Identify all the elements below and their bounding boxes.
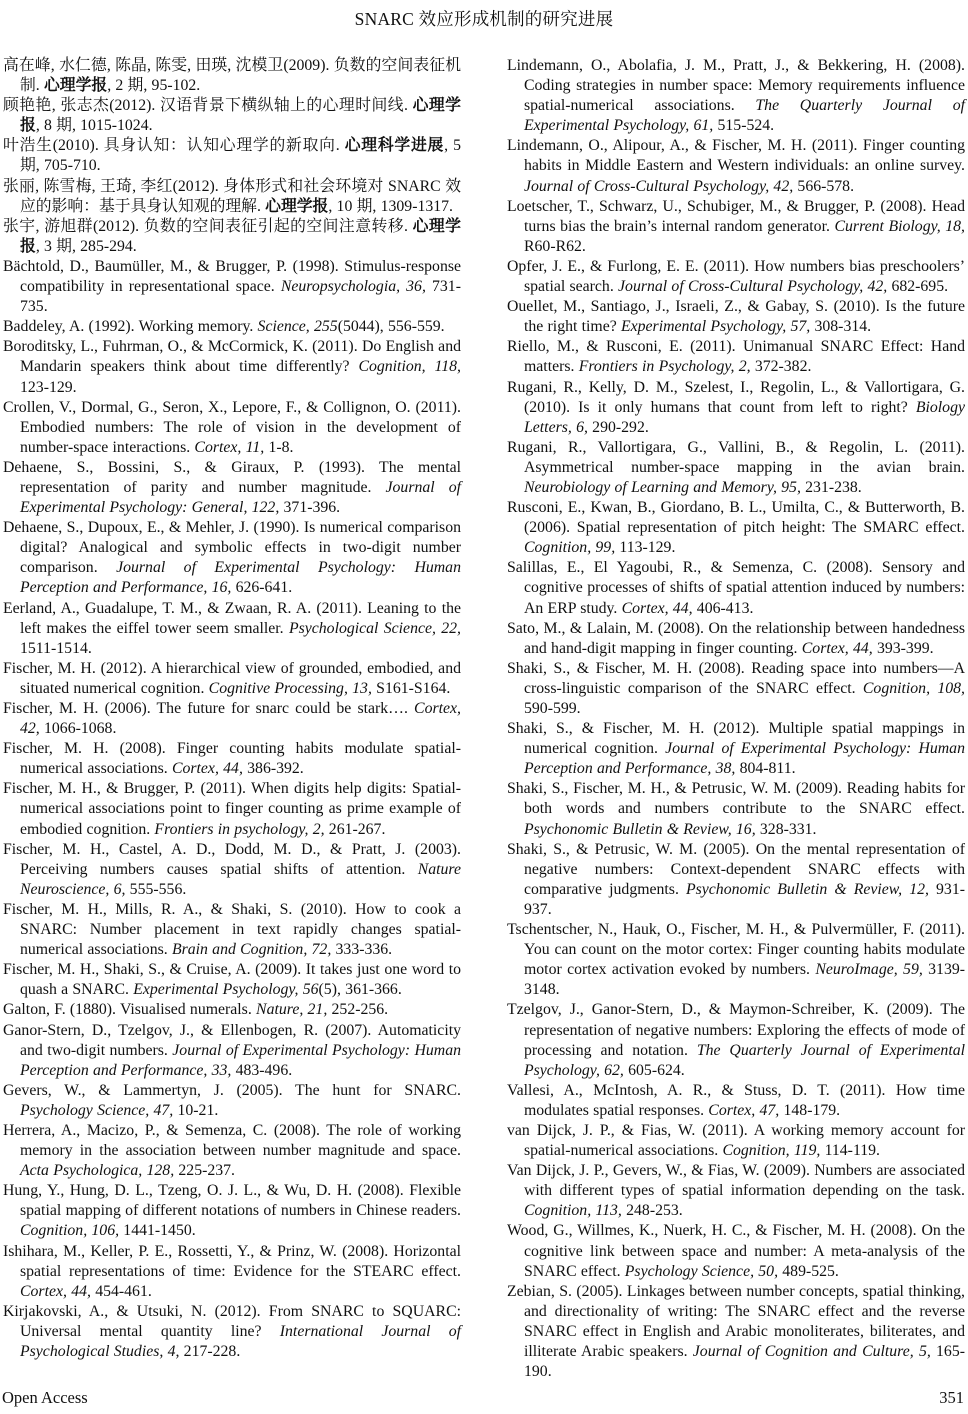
journal-name: Cognition, 99, xyxy=(524,539,616,557)
journal-name: Cognitive Processing, 13, xyxy=(208,679,372,697)
reference-entry xyxy=(3,1121,461,1181)
reference-text: Fischer, M. H., Castel, A. D., Dodd, M. D., & Pratt, J. (2003). Perceiving numbers causes spatial shifts of attention. xyxy=(3,840,461,878)
reference-entry xyxy=(507,1161,965,1221)
reference-text: Ishihara, M., Keller, P. E., Rossetti, Y., & Prinz, W. (2008). Horizontal spatial representations of time: Evidence for the STEARC effect. xyxy=(3,1242,461,1280)
reference-text: Hung, Y., Hung, D. L., Tzeng, O. J. L., & Wu, D. H. (2008). Flexible spatial mapping of different notations of numbers in Chinese readers. xyxy=(3,1182,461,1220)
reference-text: 566-578. xyxy=(793,177,855,195)
reference-entry xyxy=(3,398,461,458)
reference-entry xyxy=(507,1000,965,1080)
reference-entry xyxy=(507,779,965,839)
reference-text: Kirjakovski, A., & Utsuki, N. (2012). From SNARC to SQUARC: Universal mental quantity line? xyxy=(3,1302,461,1340)
reference-text: 372-382. xyxy=(750,358,812,376)
reference-text: Shaki, S., & Fischer, M. H. (2012). Multiple spatial mappings in numerical cognition. xyxy=(507,720,965,758)
reference-entry xyxy=(507,297,965,337)
reference-entry xyxy=(3,739,461,779)
reference-text: Dehaene, S., Bossini, S., & Giraux, P. (1993). The mental representation of parity and number magnitude. xyxy=(3,458,461,496)
reference-text: Shaki, S., Fischer, M. H., & Petrusic, W. M. (2009). Reading habits for both words and numbers contribute to the SNARC effect. xyxy=(507,780,965,818)
journal-name: Journal of Experimental Psychology: Human Perception and Performance, 33, xyxy=(20,1041,461,1079)
reference-entry xyxy=(507,257,965,297)
reference-text: (5044), 556-559. xyxy=(337,318,445,336)
journal-name: 心理学报 xyxy=(20,97,461,135)
journal-name: Neuropsychologia, 36, xyxy=(280,278,426,296)
journal-name: Psychology Science, 47, xyxy=(20,1101,174,1119)
journal-name: 心理科学进展 xyxy=(344,137,445,155)
reference-text: 225-237. xyxy=(174,1162,236,1180)
reference-text: Opfer, J. E., & Furlong, E. E. (2011). How numbers bias preschoolers’ spatial search. xyxy=(507,257,965,296)
reference-text: 804-811. xyxy=(735,760,796,778)
reference-entry xyxy=(3,317,461,337)
open-access-label: Open Access xyxy=(2,1388,88,1407)
reference-text: 高在峰, 水仁德, 陈晶, 陈雯, 田瑛, 沈模卫(2009). 负数的空间表征机制. xyxy=(3,57,461,95)
reference-entry xyxy=(3,1021,461,1081)
reference-entry xyxy=(507,659,965,719)
reference-text: 328-331. xyxy=(755,820,817,838)
reference-text: Bächtold, D., Baumüller, M., & Brugger, P. (1998). Stimulus-response compatibility in representational space. xyxy=(3,257,461,296)
reference-text: 3139-3148. xyxy=(524,961,966,999)
journal-name: Cognition, 118, xyxy=(358,358,461,376)
reference-text: 290-292. xyxy=(587,418,649,436)
reference-text: 113-129. xyxy=(615,539,676,557)
reference-text: Boroditsky, L., Fuhrman, O., & McCormick, K. (2011). Do English and Mandarin speakers think about time differently? xyxy=(3,338,461,376)
reference-text: 顾艳艳, 张志杰(2012). 汉语背景下横纵轴上的心理时间线. xyxy=(3,97,413,115)
reference-text: Gevers, W., & Lammertyn, J. (2005). The hunt for SNARC. xyxy=(3,1081,461,1099)
reference-text: Fischer, M. H., Shaki, S., & Cruise, A. (2009). It takes just one word to quash a SNARC. xyxy=(3,961,461,999)
reference-entry xyxy=(3,96,461,136)
reference-entry xyxy=(3,1242,461,1302)
page-title: SNARC 效应形成机制的研究进展 xyxy=(354,9,614,29)
reference-text: 张宇, 游旭群(2012). 负数的空间表征引起的空间注意转移. xyxy=(3,217,413,235)
reference-text: Tschentscher, N., Hauk, O., Fischer, M. H., & Pulvermüller, F. (2011). You can count on the motor cortex: Finger counting habits modulate motor cortex activation evoked by numbers. xyxy=(507,921,965,979)
journal-name: NeuroImage, 59, xyxy=(815,961,923,979)
reference-text: 165-190. xyxy=(524,1343,965,1381)
reference-entry xyxy=(3,900,461,960)
references-column-left xyxy=(3,56,461,1382)
reference-text: Ganor-Stern, D., Tzelgov, J., & Ellenbogen, R. (2007). Automaticity and two-digit numbers. xyxy=(3,1021,461,1059)
reference-text: 123-129. xyxy=(20,378,77,396)
journal-name: Cortex, 47, xyxy=(708,1101,780,1119)
reference-entry xyxy=(3,337,461,397)
journal-name: Psychonomic Bulletin & Review, 12, xyxy=(685,880,929,898)
journal-name: Cortex, 44, xyxy=(171,760,243,778)
journal-name: Cognition, 119, xyxy=(722,1142,821,1160)
journal-name: Experimental Psychology, 56 xyxy=(133,981,319,999)
reference-text: 1511-1514. xyxy=(20,639,92,657)
reference-text: 626-641. xyxy=(231,579,293,597)
journal-name: Cortex, 44, xyxy=(20,1282,91,1300)
reference-text: 333-336. xyxy=(331,941,393,959)
reference-entry xyxy=(507,1081,965,1121)
journal-name: Cortex, 44, xyxy=(621,599,693,617)
journal-name: Journal of Cognition and Culture, 5, xyxy=(692,1343,931,1360)
journal-name: Cortex, 42, xyxy=(20,700,461,738)
reference-entry xyxy=(3,458,461,518)
reference-text: Van Dijck, J. P., Gevers, W., & Fias, W. (2009). Numbers are associated with different types of spatial information depending on the task. xyxy=(507,1162,965,1200)
journal-name: 心理学报 xyxy=(44,77,108,95)
reference-entry xyxy=(507,619,965,659)
reference-entry xyxy=(3,257,461,317)
reference-entry xyxy=(3,518,461,598)
references-column-right xyxy=(507,56,965,1382)
journal-name: Psychology Science, 50, xyxy=(624,1262,779,1280)
reference-text: 308-314. xyxy=(810,318,872,336)
reference-entry xyxy=(507,378,965,438)
journal-name: Journal of Experimental Psychology: Human Perception and Performance, 16, xyxy=(20,559,461,597)
reference-text: 148-179. xyxy=(779,1101,841,1119)
reference-entry xyxy=(3,840,461,900)
page-footer xyxy=(0,1388,968,1408)
reference-entry xyxy=(507,1282,965,1382)
reference-text: 605-624. xyxy=(623,1061,685,1079)
reference-text: Sato, M., & Lalain, M. (2008). On the relationship between handedness and hand-digit mapping in finger counting. xyxy=(507,619,965,657)
reference-text: Shaki, S., & Petrusic, W. M. (2005). On the mental representation of negative numbers: Context-dependent SNARC effects with comparative judgments. xyxy=(507,840,965,898)
journal-name: 心理学报 xyxy=(20,217,461,255)
reference-text: Lindemann, O., Alipour, A., & Fischer, M. H. (2011). Finger counting habits in Middle Eastern and Western individuals: an online survey. xyxy=(507,137,965,175)
journal-name: Cortex, 11, xyxy=(194,438,265,456)
reference-text: 1066-1068. xyxy=(39,720,117,738)
reference-text: 371-396. xyxy=(279,499,341,517)
journal-name: Biology Letters, 6, xyxy=(524,398,965,436)
reference-text: 931-937. xyxy=(524,880,965,918)
reference-entry xyxy=(507,197,965,257)
journal-name: Acta Psychologica, 128, xyxy=(20,1162,175,1180)
journal-name: Neurobiology of Learning and Memory, 95, xyxy=(524,478,801,496)
reference-text: 231-238. xyxy=(800,478,862,496)
journal-name: Cognition, 113, xyxy=(524,1202,622,1220)
references-section xyxy=(0,56,968,1382)
reference-text: 393-399. xyxy=(872,639,934,657)
reference-text: 217-228. xyxy=(179,1343,241,1360)
reference-text: , 3 期, 285-294. xyxy=(35,237,137,255)
reference-text: Fischer, M. H. (2008). Finger counting habits modulate spatial-numerical associations. xyxy=(3,740,461,778)
reference-text: Ouellet, M., Santiago, J., Israeli, Z., & Gabay, S. (2010). Is the future the right time? xyxy=(507,298,965,336)
reference-entry xyxy=(3,1302,461,1362)
reference-text: Galton, F. (1880). Visualised numerals. xyxy=(3,1001,257,1019)
reference-text: Fischer, M. H., Mills, R. A., & Shaki, S. (2010). How to cook a SNARC: Number placement in text rapidly changes spatial-numerical associations. xyxy=(3,900,461,959)
reference-text: 682-695. xyxy=(887,278,949,296)
reference-entry xyxy=(507,1121,965,1161)
reference-text: Zebian, S. (2005). Linkages between number concepts, spatial thinking, and directionality of writing: The SNARC effect and the reverse SNARC effect in English and Arabic monoliterates, biliterates, and illiterate Arabic speakers. xyxy=(507,1282,965,1360)
reference-text: (5), 361-366. xyxy=(318,981,402,999)
reference-text: Dehaene, S., Dupoux, E., & Mehler, J. (1990). Is numerical comparison digital? Analogical and symbolic effects in two-digit number comparison. xyxy=(3,519,461,577)
reference-text: 590-599. xyxy=(524,700,581,717)
reference-entry xyxy=(507,1221,965,1281)
reference-text: 555-556. xyxy=(125,880,187,898)
journal-name: Journal of Cross-Cultural Psychology, 42, xyxy=(524,177,794,195)
journal-name: Journal of Cross-Cultural Psychology, 42, xyxy=(618,278,888,296)
reference-text: , 8 期, 1015-1024. xyxy=(35,117,153,135)
journal-name: Cognition, 108, xyxy=(862,679,965,697)
journal-name: Current Biology, 18, xyxy=(834,217,966,235)
reference-text: 483-496. xyxy=(231,1061,293,1079)
reference-text: Salillas, E., El Yagoubi, R., & Semenza, C. (2008). Sensory and cognitive processes of shifts of spatial attention induced by numbers: An ERP study. xyxy=(507,559,965,617)
journal-name: Frontiers in psychology, 2, xyxy=(154,820,325,838)
reference-text: 454-461. xyxy=(90,1282,152,1300)
reference-entry xyxy=(507,337,965,377)
reference-text: 248-253. xyxy=(621,1202,683,1220)
reference-text: 386-392. xyxy=(242,760,304,778)
reference-text: Tzelgov, J., Ganor-Stern, D., & Maymon-Schreiber, K. (2009). The representation of negative numbers: Exploring the effects of mode of processing and notation. xyxy=(507,1001,965,1059)
reference-entry xyxy=(507,920,965,1000)
reference-entry xyxy=(507,438,965,498)
reference-entry xyxy=(507,56,965,136)
reference-text: 252-256. xyxy=(327,1001,389,1019)
reference-entry xyxy=(507,840,965,920)
journal-name: Nature Neuroscience, 6, xyxy=(20,860,461,898)
journal-name: The Quarterly Journal of Experimental Psychology, 62, xyxy=(524,1041,965,1079)
reference-text: S161-S164. xyxy=(371,679,451,697)
journal-name: 心理学报 xyxy=(265,197,329,215)
reference-text: , 2 期, 95-102. xyxy=(107,77,201,95)
reference-entry xyxy=(3,1000,461,1020)
reference-entry xyxy=(3,599,461,659)
reference-text: Rugani, R., Kelly, D. M., Szelest, I., Regolin, L., & Vallortigara, G. (2010). Is it only humans that count from left to right? xyxy=(507,378,965,416)
journal-name: Journal of Experimental Psychology: Human Perception and Performance, 38, xyxy=(524,740,965,778)
journal-name: Science, 255 xyxy=(257,318,338,336)
journal-name: Journal of Experimental Psychology: General, 122, xyxy=(20,478,461,517)
reference-entry xyxy=(507,498,965,558)
reference-text: Crollen, V., Dormal, G., Seron, X., Lepore, F., & Collignon, O. (2011). Embodied numbers: The role of vision in the development of number-space interactions. xyxy=(3,398,461,456)
reference-text: Rugani, R., Vallortigara, G., Vallini, B., & Regolin, L. (2011). Asymmetrical number-space mapping in the avian brain. xyxy=(507,438,965,476)
reference-entry xyxy=(3,56,461,96)
reference-text: Herrera, A., Macizo, P., & Semenza, C. (2008). The role of working memory in the association between number magnitude and space. xyxy=(3,1121,461,1160)
journal-name: International Journal of Psychological Studies, 4, xyxy=(20,1322,462,1360)
reference-text: Vallesi, A., McIntosh, A. R., & Stuss, D. T. (2011). How time modulates spatial responses. xyxy=(507,1081,965,1119)
reference-text: 489-525. xyxy=(778,1262,839,1280)
journal-name: Psychonomic Bulletin & Review, 16, xyxy=(524,820,756,838)
reference-text: 515-524. xyxy=(713,117,775,135)
reference-entry xyxy=(507,719,965,779)
journal-name: Nature, 21, xyxy=(256,1001,328,1019)
reference-text: 731-735. xyxy=(20,278,461,316)
reference-text: Loetscher, T., Schwarz, U., Schubiger, M., & Brugger, P. (2008). Head turns bias the brain’s internal random generator. xyxy=(507,197,965,235)
reference-text: 1-8. xyxy=(264,438,294,456)
reference-text: Baddeley, A. (1992). Working memory. xyxy=(3,318,258,336)
reference-text: Fischer, M. H., & Brugger, P. (2011). When digits help digits: Spatial-numerical associations point to finger counting as prime example of embodied cognition. xyxy=(3,780,461,838)
reference-entry xyxy=(3,177,461,217)
reference-text: van Dijck, J. P., & Fias, W. (2011). A working memory account for spatial-numerical associations. xyxy=(507,1121,965,1160)
reference-text: Fischer, M. H. (2012). A hierarchical view of grounded, embodied, and situated numerical cognition. xyxy=(3,659,461,697)
reference-text: 1441-1450. xyxy=(119,1222,196,1240)
journal-name: Experimental Psychology, 57, xyxy=(620,318,811,336)
reference-entry xyxy=(3,659,461,699)
journal-name: The Quarterly Journal of Experimental Psychology, 61, xyxy=(524,97,965,135)
reference-entry xyxy=(507,558,965,618)
page-number: 351 xyxy=(939,1388,964,1407)
reference-text: R60-R62. xyxy=(524,237,586,255)
reference-text: Shaki, S., & Fischer, M. H. (2008). Reading space into numbers—A cross-linguistic comparison of the SNARC effect. xyxy=(507,659,965,697)
reference-entry xyxy=(3,136,461,176)
reference-entry xyxy=(3,960,461,1000)
reference-text: 261-267. xyxy=(324,820,386,838)
reference-entry xyxy=(3,217,461,257)
reference-text: Fischer, M. H. (2006). The future for snarc could be stark…. xyxy=(3,700,415,717)
journal-name: Cortex, 44, xyxy=(801,639,873,657)
reference-entry xyxy=(3,1081,461,1121)
reference-text: , 5 期, 705-710. xyxy=(20,137,461,175)
reference-text: 叶浩生(2010). 具身认知：认知心理学的新取向. xyxy=(3,137,345,155)
reference-entry xyxy=(507,136,965,196)
reference-text: 114-119. xyxy=(820,1142,881,1160)
reference-entry xyxy=(3,779,461,839)
reference-text: 10-21. xyxy=(173,1101,219,1119)
journal-name: Frontiers in Psychology, 2, xyxy=(578,358,751,376)
journal-name: Brain and Cognition, 72, xyxy=(171,941,332,959)
reference-text: Rusconi, E., Kwan, B., Giordano, B. L., Umilta, C., & Butterworth, B. (2006). Spatial representation of pitch height: The SMARC effect. xyxy=(507,499,965,537)
reference-entry xyxy=(3,1181,461,1241)
reference-text: Lindemann, O., Abolafia, J. M., Pratt, J., & Bekkering, H. (2008). Coding strategies in number space: Memory requirements influence spatial-numerical associations. xyxy=(507,57,965,115)
reference-text: , 10 期, 1309-1317. xyxy=(328,197,453,215)
reference-entry xyxy=(3,699,461,739)
reference-text: Eerland, A., Guadalupe, T. M., & Zwaan, R. A. (2011). Leaning to the left makes the eiffel tower seem smaller. xyxy=(3,599,461,637)
journal-name: Psychological Science, 22, xyxy=(288,619,462,637)
reference-text: 406-413. xyxy=(692,599,754,617)
reference-text: Riello, M., & Rusconi, E. (2011). Unimanual SNARC Effect: Hand matters. xyxy=(507,338,965,376)
reference-text: 张丽, 陈雪梅, 王琦, 李红(2012). 身体形式和社会环境对 SNARC 效应的影响：基于具身认知观的理解. xyxy=(3,177,461,215)
journal-name: Cognition, 106, xyxy=(20,1222,120,1240)
reference-text: Wood, G., Willmes, K., Nuerk, H. C., & Fischer, M. H. (2008). On the cognitive link between space and number: A meta-analysis of the SNARC effect. xyxy=(507,1222,965,1280)
